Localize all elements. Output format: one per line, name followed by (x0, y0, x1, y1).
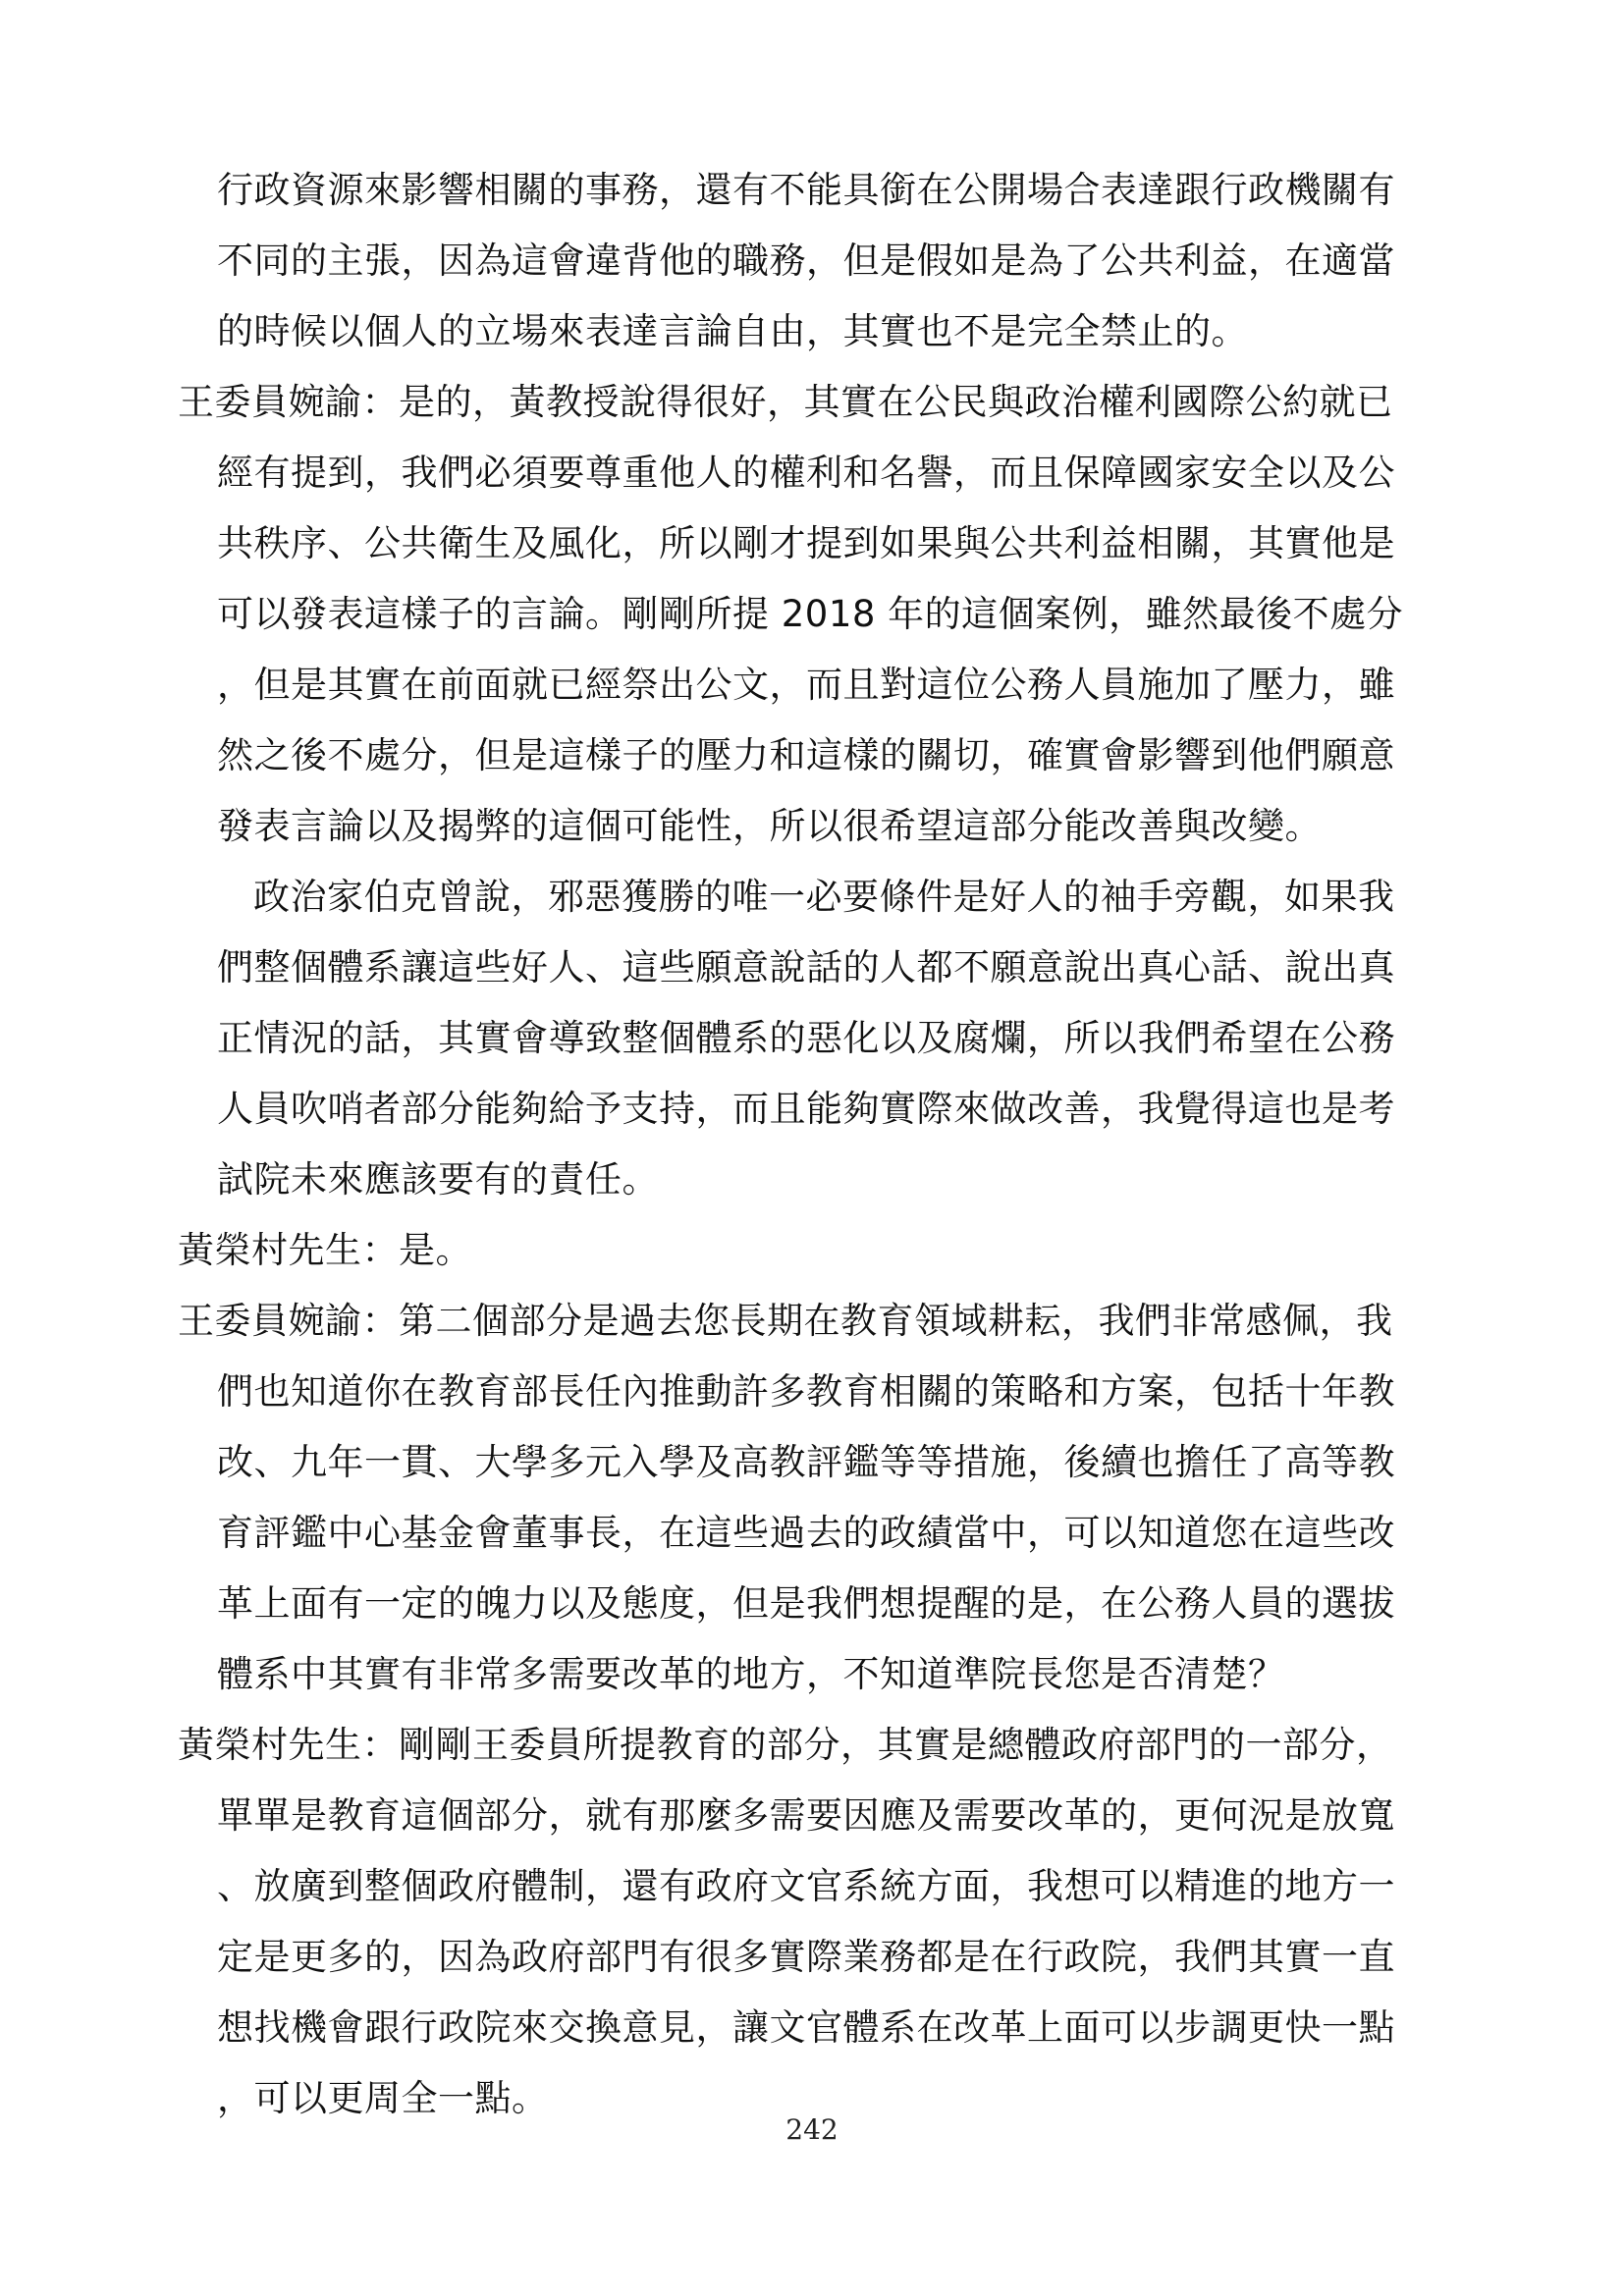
text-line: 的時候以個人的立場來表達言論自由，其實也不是完全禁止的。 (217, 310, 1248, 352)
text-line: 體系中其實有非常多需要改革的地方，不知道準院長您是否清楚？ (217, 1653, 1285, 1695)
text-line: 人員吹哨者部分能夠給予支持，而且能夠實際來做改善，我覺得這也是考 (217, 1088, 1395, 1130)
page-number: 242 (785, 2113, 839, 2146)
text-line: ，但是其實在前面就已經祭出公文，而且對這位公務人員施加了壓力，雖 (217, 664, 1395, 706)
text-line: 們也知道你在教育部長任內推動許多教育相關的策略和方案，包括十年教 (217, 1370, 1395, 1413)
text-line: 單單是教育這個部分，就有那麼多需要因應及需要改革的，更何況是放寬 (217, 1794, 1395, 1837)
text-line: 共秩序、公共衛生及風化，所以剛才提到如果與公共利益相關，其實他是 (217, 522, 1395, 564)
speaker-paragraph-start: 王委員婉諭：是的，黃教授說得很好，其實在公民與政治權利國際公約就已 (178, 381, 1393, 423)
speaker-paragraph-start: 黃榮村先生：剛剛王委員所提教育的部分，其實是總體政府部門的一部分， (178, 1724, 1393, 1766)
text-line: 然之後不處分，但是這樣子的壓力和這樣的關切，確實會影響到他們願意 (217, 734, 1395, 776)
text-line: 試院未來應該要有的責任。 (217, 1158, 659, 1201)
text-line: ，可以更周全一點。 (217, 2077, 549, 2119)
text-line: 經有提到，我們必須要尊重他人的權利和名譽，而且保障國家安全以及公 (217, 452, 1395, 494)
text-line: 革上面有一定的魄力以及態度，但是我們想提醒的是，在公務人員的選拔 (217, 1582, 1395, 1625)
text-line: 行政資源來影響相關的事務，還有不能具銜在公開場合表達跟行政機關有 (217, 169, 1395, 211)
text-line: 育評鑑中心基金會董事長，在這些過去的政績當中，可以知道您在這些改 (217, 1512, 1395, 1554)
text-line: 發表言論以及揭弊的這個可能性，所以很希望這部分能改善與改變。 (217, 805, 1322, 847)
text-line: 、放廣到整個政府體制，還有政府文官系統方面，我想可以精進的地方一 (217, 1865, 1395, 1907)
paragraph-start: 政治家伯克曾說，邪惡獲勝的唯一必要條件是好人的袖手旁觀，如果我 (253, 876, 1395, 918)
text-line: 可以發表這樣子的言論。剛剛所提 2018 年的這個案例，雖然最後不處分 (217, 593, 1404, 635)
text-line: 不同的主張，因為這會違背他的職務，但是假如是為了公共利益，在適當 (217, 240, 1395, 282)
text-line: 們整個體系讓這些好人、這些願意說話的人都不願意說出真心話、說出真 (217, 946, 1395, 988)
text-line: 改、九年一貫、大學多元入學及高教評鑑等等措施，後續也擔任了高等教 (217, 1441, 1395, 1483)
text-line: 定是更多的，因為政府部門有很多實際業務都是在行政院，我們其實一直 (217, 1936, 1395, 1978)
speaker-paragraph-start: 黃榮村先生：是。 (178, 1229, 472, 1271)
speaker-paragraph-start: 王委員婉諭：第二個部分是過去您長期在教育領域耕耘，我們非常感佩，我 (178, 1300, 1393, 1342)
text-line: 想找機會跟行政院來交換意見，讓文官體系在改革上面可以步調更快一點 (217, 2006, 1395, 2049)
text-line: 正情況的話，其實會導致整個體系的惡化以及腐爛，所以我們希望在公務 (217, 1017, 1395, 1059)
